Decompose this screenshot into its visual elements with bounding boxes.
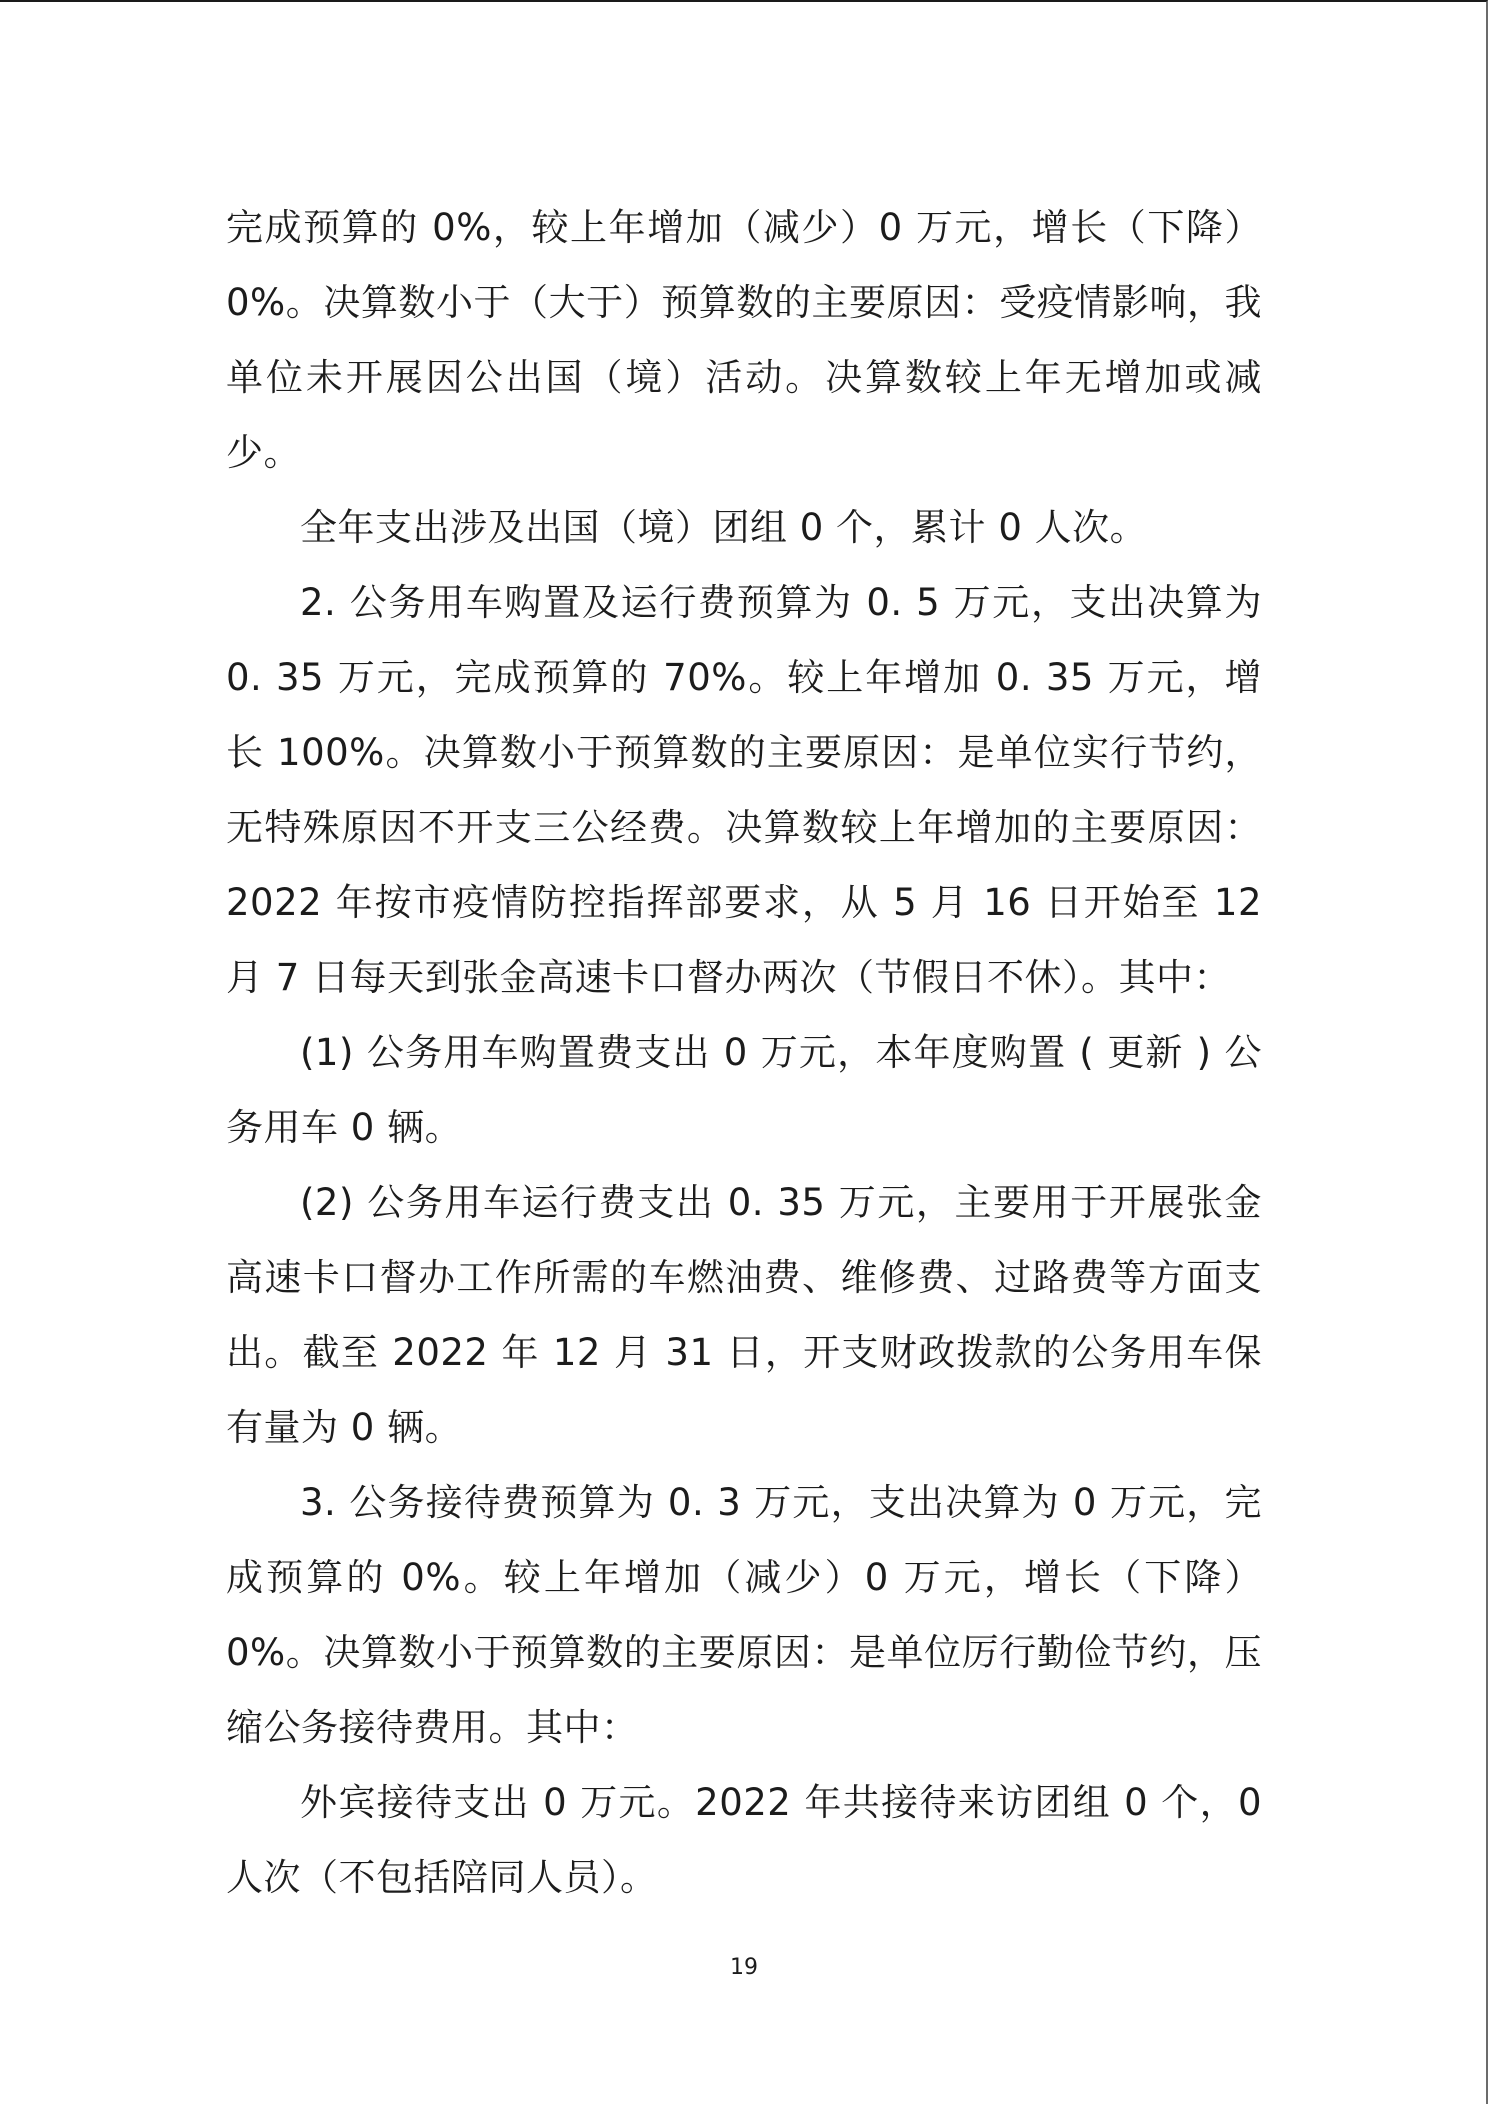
document-body: [226, 190, 1262, 1915]
paragraph-vehicle-expenses: 2. 公务用车购置及运行费预算为 0. 5 万元，支出决算为 0. 35 万元，完成预算的 70%。较上年增加 0. 35 万元，增长 100%。决算数小于预算数的主要原因：是单位实行节约，无特殊原因不开支三公经费。决算数较上年增加的主要原因：2022 年按市疫情防控指挥部要求，从 5 月 16 日开始至 12 月 7 日每天到张金高速卡口督办两次（节假日不休）。其中：: [226, 581, 1262, 999]
paragraph-overseas-groups: 全年支出涉及出国（境）团组 0 个，累计 0 人次。: [300, 506, 1148, 549]
paragraph-reception-expenses: 3. 公务接待费预算为 0. 3 万元，支出决算为 0 万元，完成预算的 0%。较上年增加（减少）0 万元，增长（下降）0%。决算数小于预算数的主要原因：是单位厉行勤俭节约，压缩公务接待费用。其中：: [226, 1481, 1262, 1749]
paragraph-foreign-guests: 外宾接待支出 0 万元。2022 年共接待来访团组 0 个，0 人次（不包括陪同人员）。: [226, 1781, 1262, 1899]
paragraph-vehicle-purchase: (1) 公务用车购置费支出 0 万元，本年度购置 ( 更新 ) 公务用车 0 辆。: [226, 1031, 1262, 1149]
paragraph-continued: 完成预算的 0%，较上年增加（减少）0 万元，增长（下降）0%。决算数小于（大于）预算数的主要原因：受疫情影响，我单位未开展因公出国（境）活动。决算数较上年无增加或减少。: [226, 206, 1262, 474]
paragraph-vehicle-operation: (2) 公务用车运行费支出 0. 35 万元，主要用于开展张金高速卡口督办工作所需的车燃油费、维修费、过路费等方面支出。截至 2022 年 12 月 31 日，开支财政拨款的公务用车保有量为 0 辆。: [226, 1181, 1262, 1449]
page-number: 19: [730, 1955, 758, 1980]
